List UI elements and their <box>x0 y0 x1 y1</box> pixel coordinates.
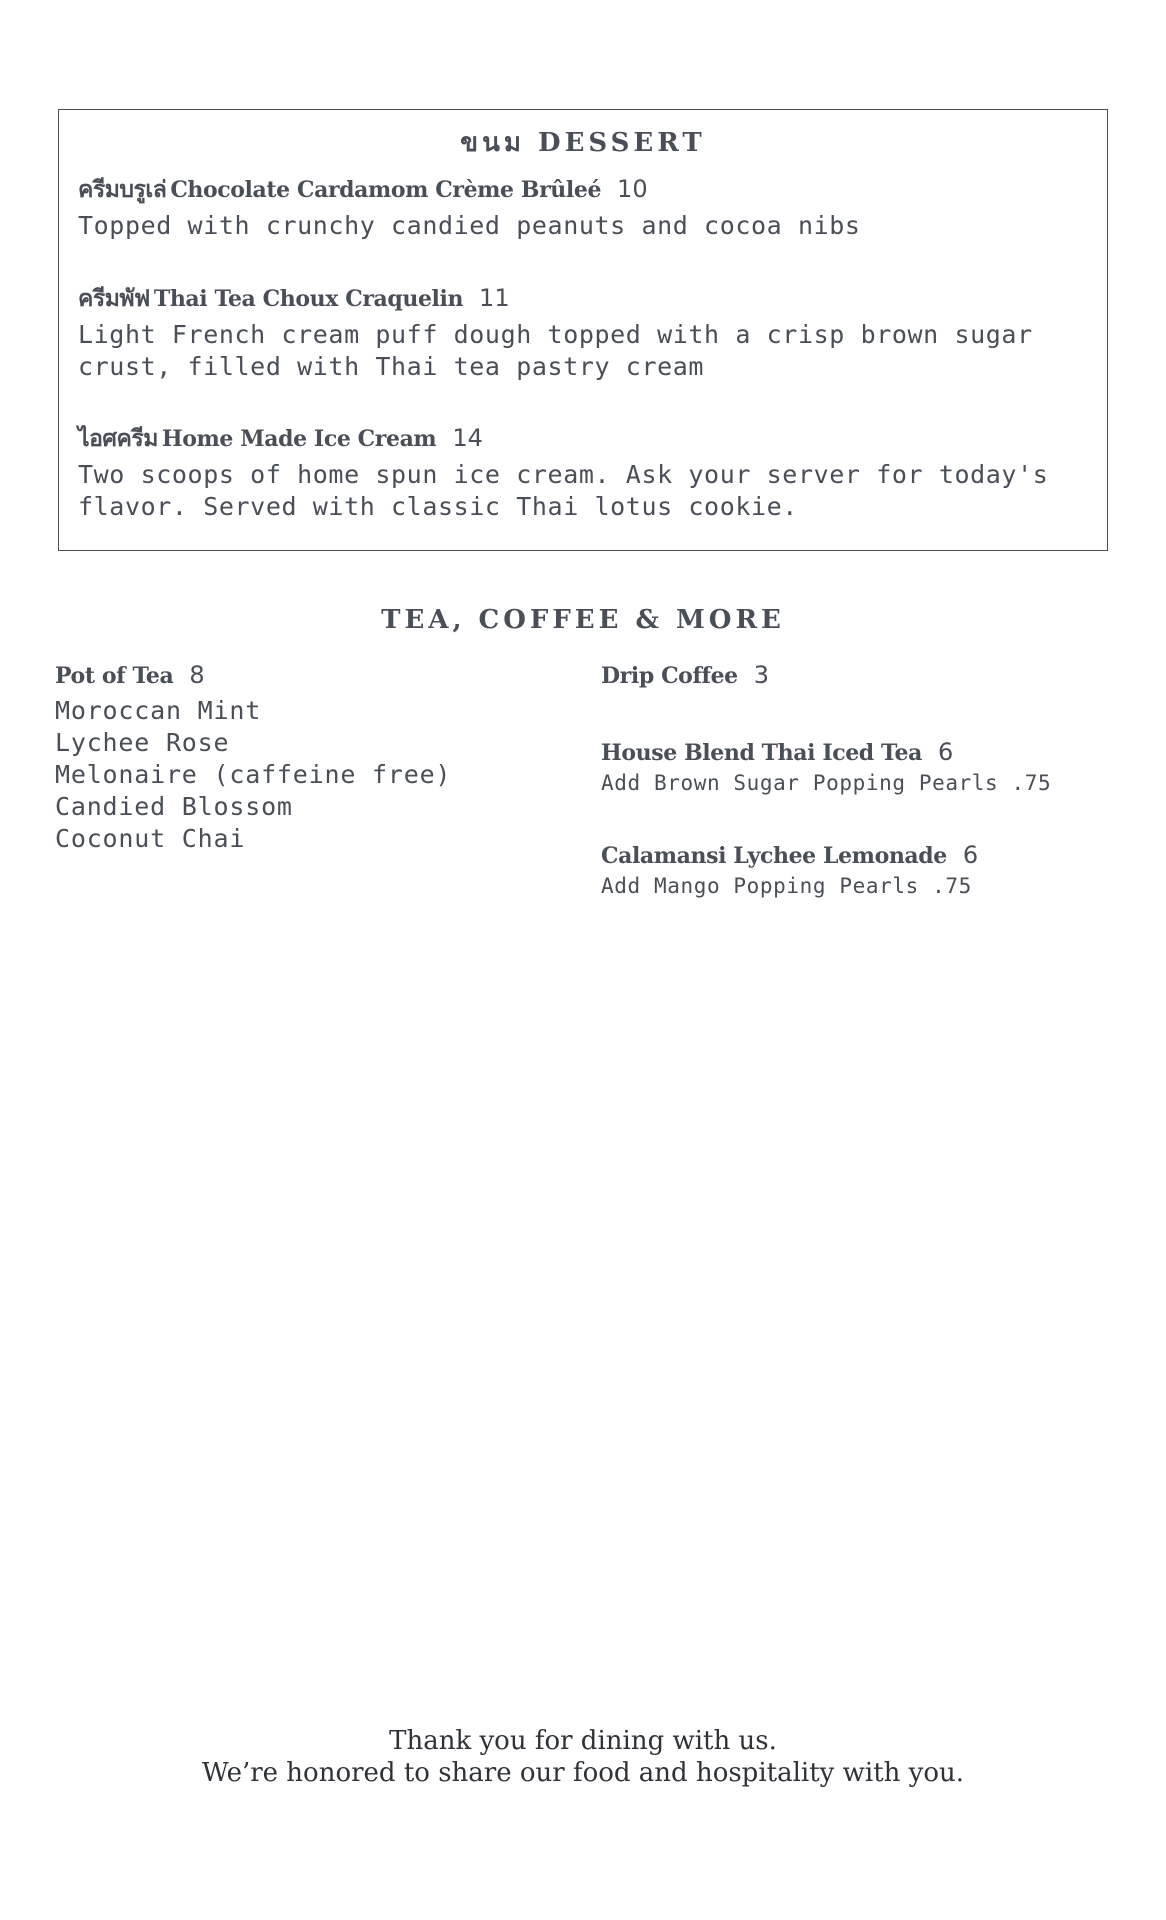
item-name: Chocolate Cardamom Crème Brûleé <box>170 177 602 203</box>
tea-variety: Candied Blossom <box>55 792 293 821</box>
item-header <box>78 426 1091 451</box>
tea-variety: Coconut Chai <box>55 824 246 853</box>
item-header <box>601 843 978 867</box>
item-name: Pot of Tea <box>55 663 174 689</box>
item-name: Drip Coffee <box>601 663 738 689</box>
tea-variety: Lychee Rose <box>55 728 230 757</box>
footer-line: We’re honored to share our food and hospitality with you. <box>201 1758 965 1788</box>
item-description <box>78 319 1091 383</box>
dessert-section <box>58 109 1108 551</box>
tea-variety: Moroccan Mint <box>55 696 262 725</box>
item-description <box>78 459 1091 523</box>
item-addon: Add Brown Sugar Popping Pearls .75 <box>601 771 1052 795</box>
tea-heading: TEA, COFFEE & MORE <box>381 605 785 635</box>
item-header <box>601 663 769 687</box>
footer-line: Thank you for dining with us. <box>389 1726 777 1756</box>
pot-of-tea-column <box>55 663 575 855</box>
item-price: 8 <box>189 661 205 689</box>
item-name: House Blend Thai Iced Tea <box>601 740 922 766</box>
item-description: Topped with crunchy candied peanuts and cocoa nibs <box>78 211 861 240</box>
tea-variety: Melonaire (caffeine free) <box>55 760 452 789</box>
description-line: Light French cream puff dough topped with a crisp brown sugar <box>78 320 1033 349</box>
item-header <box>601 740 1051 764</box>
dessert-item-creme-brulee <box>78 177 1091 242</box>
item-price: 14 <box>452 424 483 452</box>
description-line: Two scoops of home spun ice cream. Ask your server for today's <box>78 460 1049 489</box>
dessert-heading: ขนม DESSERT <box>460 128 706 158</box>
item-name: Thai Tea Choux Craquelin <box>153 286 464 312</box>
dessert-item-ice-cream <box>78 426 1091 523</box>
item-name: Home Made Ice Cream <box>161 426 437 452</box>
drink-item-drip-coffee <box>601 663 769 687</box>
item-price: 3 <box>753 661 770 689</box>
description-line: crust, filled with Thai tea pastry cream <box>78 352 705 381</box>
item-header <box>78 286 1091 311</box>
tea-variety-list <box>55 695 575 855</box>
item-price: 10 <box>617 175 648 203</box>
item-thai-name: ครีมพัฟ <box>78 286 150 312</box>
item-header <box>78 177 1091 202</box>
description-line: flavor. Served with classic Thai lotus cookie. <box>78 492 798 521</box>
item-thai-name: ครีมบรูเล่ <box>78 177 167 203</box>
item-price: 6 <box>962 841 979 869</box>
drink-item-thai-iced-tea <box>601 740 1051 797</box>
item-thai-name: ไอศครีม <box>78 426 158 452</box>
dessert-item-choux <box>78 286 1091 383</box>
footer-message <box>0 1725 1166 1789</box>
item-price: 11 <box>479 284 510 312</box>
pot-of-tea-header <box>55 663 575 687</box>
item-addon: Add Mango Popping Pearls .75 <box>601 874 972 898</box>
drink-item-lemonade <box>601 843 978 900</box>
item-name: Calamansi Lychee Lemonade <box>601 843 947 869</box>
item-price: 6 <box>937 738 954 766</box>
